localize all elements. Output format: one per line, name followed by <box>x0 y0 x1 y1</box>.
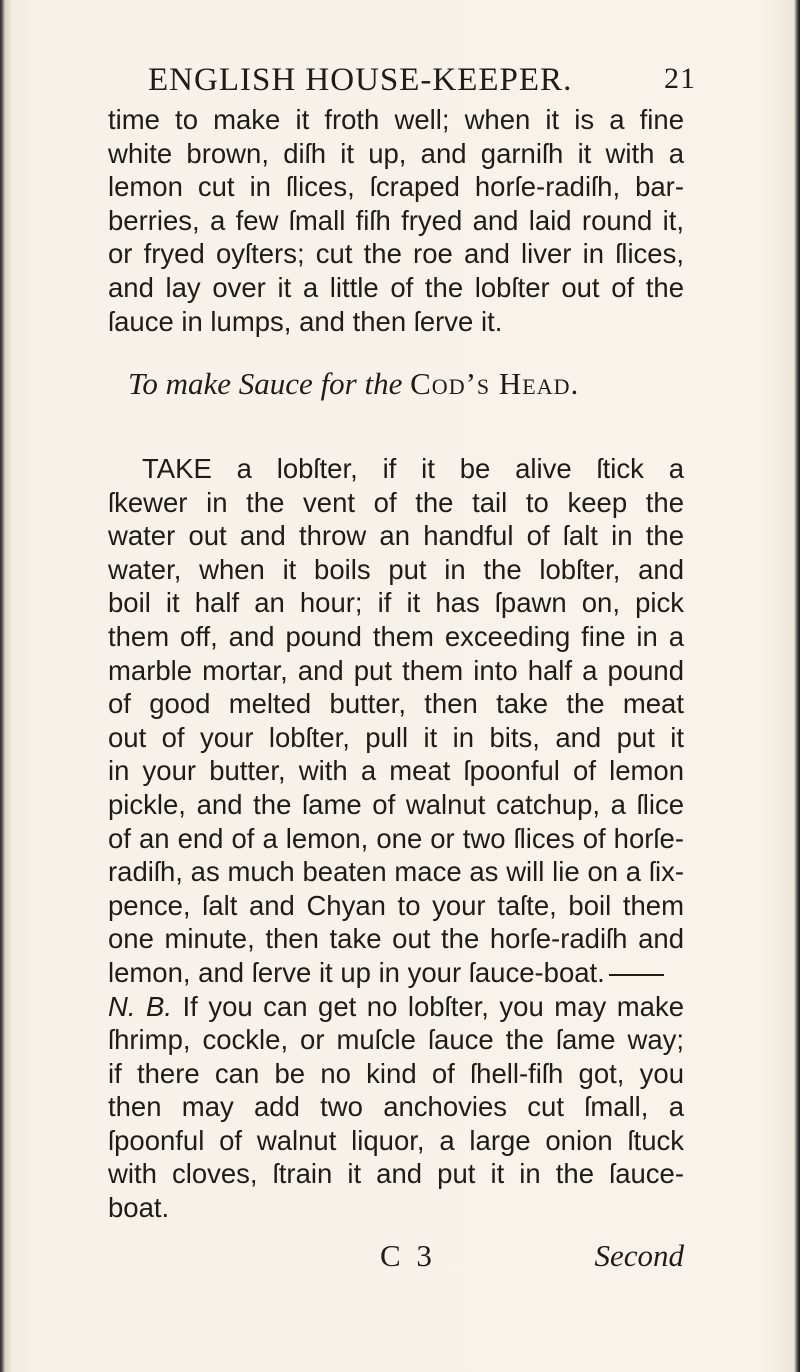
text-line: boat. <box>108 1192 170 1224</box>
page-footer <box>108 1238 684 1282</box>
text-line: out of your lobſter, pull it in bits, and put it <box>108 721 684 753</box>
page-right-edge <box>794 0 800 1372</box>
catchword: Second <box>594 1238 684 1273</box>
line-text: lemon, and ſerve it up in your ſauce-boat. <box>108 956 605 988</box>
paragraph-1 <box>108 103 684 338</box>
text-line: berries, a few ſmall fiſh fryed and laid round it, <box>108 204 684 236</box>
em-dash-rule <box>609 974 664 976</box>
text-line: with cloves, ſtrain it and put it in the ſauce- <box>108 1158 684 1190</box>
paragraph-2 <box>108 452 684 1225</box>
text-line: then may add two anchovies cut ſmall, a <box>108 1091 684 1123</box>
text-line: water, when it boils put in the lobſter, and <box>108 553 684 585</box>
heading-caps: Cod’s Head. <box>410 366 580 401</box>
text-line: if there can be no kind of ſhell-fiſh got, you <box>108 1057 684 1089</box>
text-line: ſkewer in the vent of the tail to keep the <box>108 486 684 518</box>
text-line: ſhrimp, cockle, or muſcle ſauce the ſame way; <box>108 1024 684 1056</box>
text-line: pickle, and the ſame of walnut catchup, a ſlice <box>108 788 684 820</box>
text-line: boil it half an hour; if it has ſpawn on, pick <box>108 587 684 619</box>
page-left-edge <box>0 0 12 1372</box>
page-number: 21 <box>664 62 696 95</box>
text-line: white brown, diſh it up, and garniſh it with a <box>108 137 684 169</box>
text-line: pence, ſalt and Chyan to your taſte, boil them <box>108 889 684 921</box>
text-line: or fryed oyſters; cut the roe and liver in ſlices, <box>108 238 684 270</box>
text-line: and lay over it a little of the lobſter out of the <box>108 271 684 303</box>
signature-mark: C 3 <box>380 1238 436 1273</box>
text-line: of an end of a lemon, one or two ſlices of horſe- <box>108 822 684 854</box>
line-text: If you can get no lobſter, you may make <box>182 990 684 1022</box>
text-line: time to make it froth well; when it is a fine <box>108 104 684 135</box>
text-line: ſpoonful of walnut liquor, a large onion ſtuck <box>108 1124 684 1156</box>
text-line: in your butter, with a meat ſpoonful of lemon <box>108 755 684 787</box>
running-head-title: ENGLISH HOUSE-KEEPER. <box>148 62 573 98</box>
text-line: marble mortar, and put them into half a pound <box>108 654 684 686</box>
text-line: lemon cut in ſlices, ſcraped horſe-radiſh, bar- <box>108 171 684 203</box>
running-head <box>148 62 696 102</box>
text-line <box>108 990 684 1024</box>
text-line <box>108 956 684 990</box>
text-line: TAKE a lobſter, if it be alive ſtick a <box>142 453 684 484</box>
text-line: them off, and pound them exceeding fine in a <box>108 620 684 652</box>
text-line: radiſh, as much beaten mace as will lie on a ſix- <box>108 856 684 888</box>
text-line: ſauce in lumps, and then ſerve it. <box>108 305 503 337</box>
text-line: of good melted butter, then take the meat <box>108 688 684 720</box>
nb-label: N. B. <box>108 990 172 1022</box>
text-line: one minute, then take out the horſe-radiſh and <box>108 923 684 955</box>
recipe-heading <box>128 366 668 402</box>
heading-italic: To make Sauce for the <box>128 366 403 401</box>
text-line: water out and throw an handful of ſalt in the <box>108 520 684 552</box>
